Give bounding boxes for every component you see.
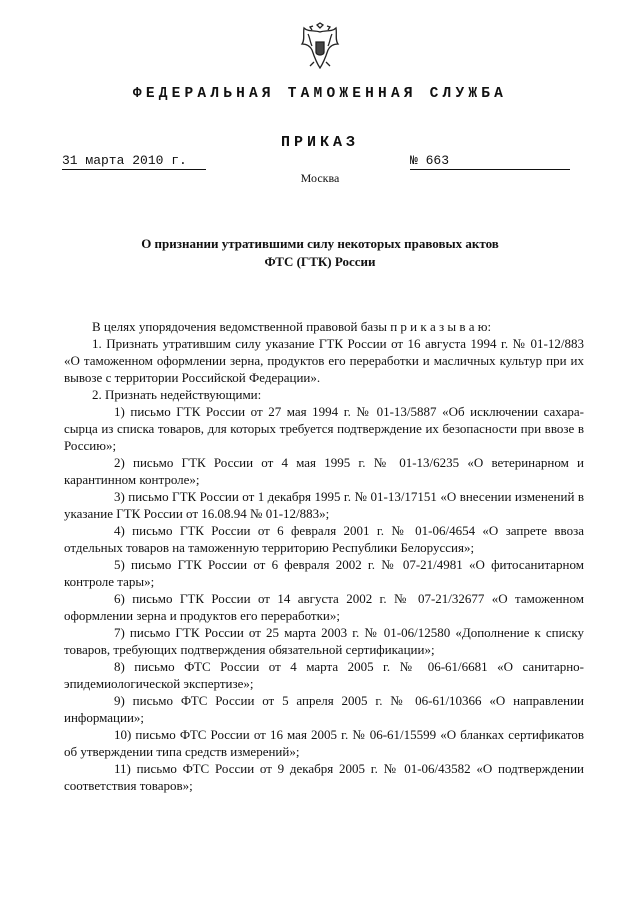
list-item: 5) письмо ГТК России от 6 февраля 2002 г. № 07-21/4981 «О фитосанитарном контроле тары»; bbox=[64, 557, 584, 589]
agency-name: ФЕДЕРАЛЬНАЯ ТАМОЖЕННАЯ СЛУЖБА bbox=[132, 86, 508, 102]
list-item: 2) письмо ГТК России от 4 мая 1995 г. № 01-13/6235 «О ветеринарном и карантинном контроле»; bbox=[64, 455, 584, 487]
document-date: 31 марта 2010 г. bbox=[62, 153, 206, 170]
list-item: 9) письмо ФТС России от 5 апреля 2005 г. № 06-61/10366 «О направлении информации»; bbox=[64, 693, 584, 725]
document-body bbox=[64, 318, 584, 794]
document-type: ПРИКАЗ bbox=[280, 134, 359, 151]
list-item: 1) письмо ГТК России от 27 мая 1994 г. № 01-13/5887 «Об исключении сахара-сырца из списка товаров, для которых требуется подтверждение их безопасности при ввозе в Россию»; bbox=[64, 404, 584, 453]
list-item: 10) письмо ФТС России от 16 мая 2005 г. № 06-61/15599 «О бланках сертификатов об утверждении типа средств измерений»; bbox=[64, 727, 584, 759]
list-item: 4) письмо ГТК России от 6 февраля 2001 г. № 01-06/4654 «О запрете ввоза отдельных товаров на таможенную территорию Республики Белоруссия»; bbox=[64, 523, 584, 555]
point-2: 2. Признать недействующими: bbox=[92, 387, 262, 402]
document-number bbox=[410, 153, 570, 170]
title-line-1: О признании утратившими силу некоторых правовых актов bbox=[141, 236, 499, 251]
preamble: В целях упорядочения ведомственной правовой базы п р и к а з ы в а ю: bbox=[92, 319, 492, 334]
document-number-text: № 663 bbox=[410, 153, 450, 168]
document-city: Москва bbox=[300, 171, 340, 185]
list-item: 8) письмо ФТС России от 4 марта 2005 г. № 06-61/6681 «О санитарно-эпидемиологической экспертизе»; bbox=[64, 659, 584, 691]
list-item: 7) письмо ГТК России от 25 марта 2003 г. № 01-06/12580 «Дополнение к списку товаров, требующих подтверждения обязательной сертификации»; bbox=[64, 625, 584, 657]
list-item: 6) письмо ГТК России от 14 августа 2002 г. № 07-21/32677 «О таможенном оформлении зерна и продуктов его переработки»; bbox=[64, 591, 584, 623]
point-1: 1. Признать утратившим силу указание ГТК России от 16 августа 1994 г. № 01-12/883 «О таможенном оформлении зерна, продуктов его переработки и масличных культур при их вывозе с территории Российской Федерации». bbox=[64, 336, 584, 385]
document-title bbox=[80, 235, 560, 271]
title-line-2: ФТС (ГТК) России bbox=[264, 254, 376, 269]
list-item: 3) письмо ГТК России от 1 декабря 1995 г. № 01-13/17151 «О внесении изменений в указание ГТК России от 16.08.94 № 01-12/883»; bbox=[64, 489, 584, 521]
double-headed-eagle-icon bbox=[298, 22, 342, 70]
list-item: 11) письмо ФТС России от 9 декабря 2005 г. № 01-06/43582 «О подтверждении соответствия товаров»; bbox=[64, 761, 584, 793]
